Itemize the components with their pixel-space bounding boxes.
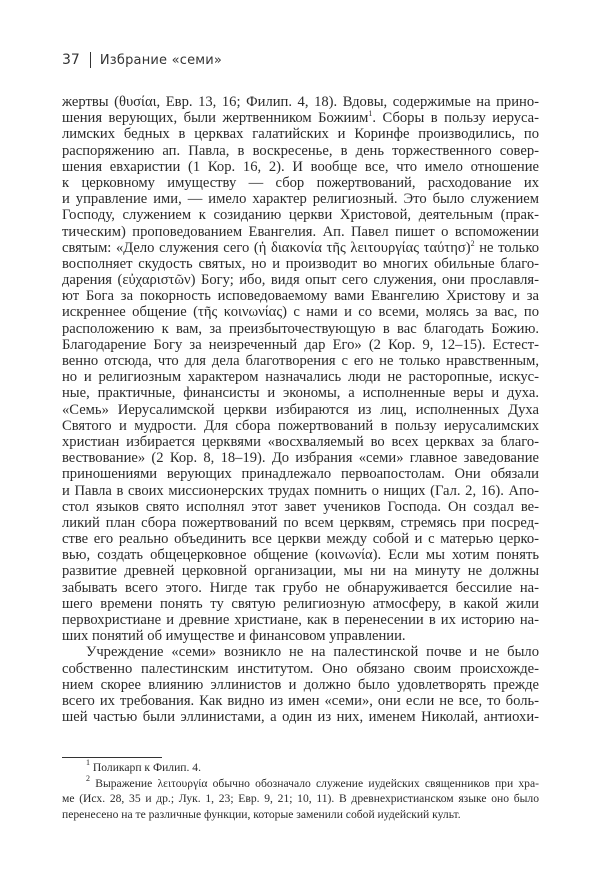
- text-line: и Павла в своих миссионерских трудах помнить о нищих (Гал. 2, 16). Апо-: [62, 482, 539, 499]
- text-line: распоряжению ап. Павла, в воскресенье, в день торжественного совер-: [62, 142, 539, 159]
- text-line: всего их требования. Как видно из имен «семи», они если не все, то боль-: [62, 692, 539, 709]
- text-span: не только: [474, 239, 539, 256]
- text-line: расположению к вам, за преизбыточествующую в вас благодать Божию.: [62, 320, 539, 337]
- header-divider: [90, 52, 91, 68]
- text-line: нием скорее влиянию эллинистов и должно было удовлетворять прежде: [62, 676, 539, 693]
- text-line: приношениями верующих принадлежало первоапостолам. Они обязали: [62, 466, 539, 483]
- text-line: собственно палестинским институтом. Оно обязано своим происхожде-: [62, 660, 539, 677]
- text-line: шения евхаристии (1 Кор. 16, 2). И вообще все, что имело отношение: [62, 158, 539, 175]
- body-text: [62, 94, 539, 725]
- text-line: [62, 110, 539, 126]
- text-line: венно отсюда, что для дела благотворения с его не только нравственным,: [62, 353, 539, 369]
- footnote-rule: [62, 757, 162, 758]
- text-line: «Семь» Иерусалимской церкви избираются из лиц, исполненных Духа: [62, 401, 539, 418]
- text-line: дарения (εὐχαριστῶν) Богу; ибо, видя опыт сего служения, они прославля-: [62, 272, 539, 289]
- text-line: Господу, служением к созиданию церкви Христовой, деятельным (прак-: [62, 207, 539, 224]
- footnote-2-line: ме (Исх. 28, 35 и др.; Лук. 1, 23; Евр. 9, 21; 10, 11). В древнехристианском языке оно было: [62, 792, 539, 805]
- text-line: но и религиозным характером назначались люди не расторопные, искус-: [62, 369, 539, 386]
- text-line: шего времени понять ту святую религиозную атмосферу, в какой жили: [62, 595, 539, 612]
- text-line: к церковному имуществу — сбор пожертвований, расходование их: [62, 174, 539, 191]
- footnote-ref[interactable]: 1: [368, 109, 373, 119]
- text-line: искреннее общение (τῆς κοινωνίας) с нами и со всеми, молясь за вас, по: [62, 304, 539, 321]
- text-line: христиан избирается церквями «восхваляемый во всех церквах за благо-: [62, 433, 539, 450]
- text-line: забывать всего этого. Нигде так грубо не обнаруживается бессилие на-: [62, 579, 539, 596]
- text-line: лимских бедных в церквах галатийских и Коринфе производились, по: [62, 126, 539, 143]
- text-line: и управление ими, — имело характер религиозный. Это было служением: [62, 191, 539, 208]
- footnotes: [62, 760, 539, 822]
- text-line: вествование» (2 Кор. 8, 18–19). До избрания «семи» главное заведование: [62, 450, 539, 467]
- text-line: вью, создать общецерковное общение (κοινωνία). Если мы хотим понять: [62, 547, 539, 564]
- footnote-mark: 2: [86, 773, 90, 783]
- text-line: [62, 240, 539, 256]
- running-header: [62, 52, 222, 68]
- text-line: Учреждение «семи» возникло не на палестинской почве и не было: [86, 644, 539, 661]
- page-number: 37: [62, 52, 80, 68]
- text-line: жертвы (θυσίαι, Евр. 13, 16; Филип. 4, 18). Вдовы, содержимые на прино-: [62, 94, 539, 110]
- footnote-mark: 1: [86, 758, 90, 767]
- text-line: шей частью были эллинистами, а один из них, именем Николай, антиохи-: [62, 709, 539, 726]
- text-line: Святого и мудрости. Для сбора пожертвований в пользу иерусалимских: [62, 417, 539, 434]
- footnote-text: Поликарп к Филип. 4.: [92, 761, 201, 774]
- footnote-text: Выражение λειτουργία обычно обозначало служение иудейских священников при хра-: [95, 776, 539, 790]
- text-line: ликий план сбора пожертвований по всем церквям, стремясь при посред-: [62, 514, 539, 531]
- text-line: стве его реально объединить все церкви между собой и с матерью церко-: [62, 531, 539, 548]
- running-title: Избрание «семи»: [99, 52, 223, 68]
- text-line: развитие древней церковной организации, мы ни на минуту не должны: [62, 563, 539, 580]
- footnote-2: [62, 773, 539, 792]
- footnote-ref[interactable]: 2: [470, 238, 475, 248]
- text-line: восполняет скудость святых, но и производит во многих обильные благо-: [62, 255, 539, 272]
- text-span: . Сборы в пользу иеруса-: [372, 110, 539, 127]
- text-line: тическим) проповедованием Евангелия. Ап. Павел пишет о вспоможении: [62, 223, 539, 240]
- text-span: шения верующих, были жертвенником Божиим: [62, 110, 369, 127]
- text-line: Благодарение Богу за неизреченный дар Его» (2 Кор. 9, 12–15). Естест-: [62, 336, 539, 353]
- text-line: ют Бога за покорность исповедоваемому вами Евангелию Христову и за: [62, 288, 539, 305]
- text-line: первохристиане и древние христиане, как в перенесении в их историю на-: [62, 612, 539, 628]
- text-line: стол языков свято исполнял этот завет учеников Господа. Он создал ве-: [62, 498, 539, 515]
- text-line: ные, практичные, финансисты и экономы, а исполненные веры и духа.: [62, 385, 539, 402]
- footnote-2-line: перенесено на те различные функции, которые заменили собой иудейский культ.: [62, 807, 461, 821]
- text-span: святым: «Дело служения сего (ἡ διακονία τῆς λειτουργίας ταύτησ): [62, 239, 471, 256]
- text-line: ших понятий об имуществе и финансовом управлении.: [62, 628, 406, 645]
- footnote-1: [62, 760, 539, 776]
